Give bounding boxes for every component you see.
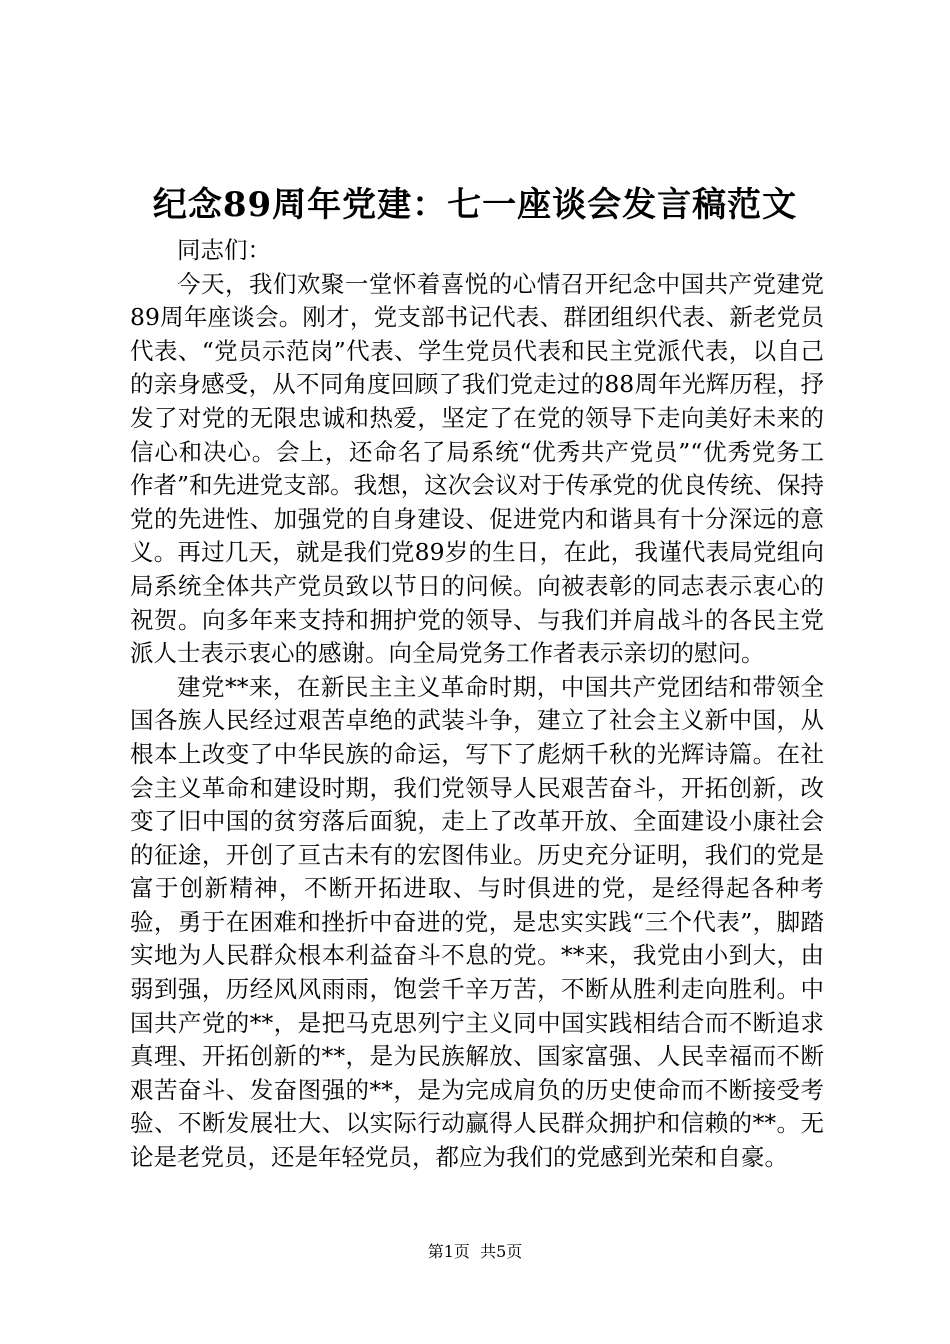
document-body [130, 234, 824, 1175]
document-title: 纪念89周年党建：七一座谈会发言稿范文 [152, 185, 798, 225]
page-footer: 第1页 共5页 [427, 1242, 523, 1261]
salutation: 同志们： [177, 236, 271, 264]
paragraph-1: 今天，我们欢聚一堂怀着喜悦的心情召开纪念中国共产党建党89周年座谈会。刚才，党支部书记代表、群团组织代表、新老党员代表、“党员示范岗”代表、学生党员代表和民主党派代表，以自己的亲身感受，从不同角度回顾了我们党走过的88周年光辉历程，抒发了对党的无限忠诚和热爱，坚定了在党的领导下走向美好未来的信心和决心。会上，还命名了局系统“优秀共产党员”“优秀党务工作者”和先进党支部。我想，这次会议对于传承党的优良传统、保持党的先进性、加强党的自身建设、促进党内和谐具有十分深远的意义。再过几天，就是我们党89岁的生日，在此，我谨代表局党组向局系统全体共产党员致以节日的问候。向被表彰的同志表示衷心的祝贺。向多年来支持和拥护党的领导、与我们并肩战斗的各民主党派人士表示衷心的感谢。向全局党务工作者表示亲切的慰问。 [130, 269, 824, 668]
paragraph-2: 建党**来，在新民主主义革命时期，中国共产党团结和带领全国各族人民经过艰苦卓绝的武装斗争，建立了社会主义新中国，从根本上改变了中华民族的命运，写下了彪炳千秋的光辉诗篇。在社会主义革命和建设时期，我们党领导人民艰苦奋斗，开拓创新，改变了旧中国的贫穷落后面貌，走上了改革开放、全面建设小康社会的征途，开创了亘古未有的宏图伟业。历史充分证明，我们的党是富于创新精神，不断开拓进取、与时俱进的党，是经得起各种考验，勇于在困难和挫折中奋进的党，是忠实实践“三个代表”，脚踏实地为人民群众根本利益奋斗不息的党。**来，我党由小到大，由弱到强，历经风风雨雨，饱尝千辛万苦，不断从胜利走向胜利。中国共产党的**，是把马克思列宁主义同中国实践相结合而不断追求真理、开拓创新的**，是为民族解放、国家富强、人民幸福而不断艰苦奋斗、发奋图强的**，是为完成肩负的历史使命而不断接受考验、不断发展壮大、以实际行动赢得人民群众拥护和信赖的**。无论是老党员，还是年轻党员，都应为我们的党感到光荣和自豪。 [130, 672, 824, 1172]
